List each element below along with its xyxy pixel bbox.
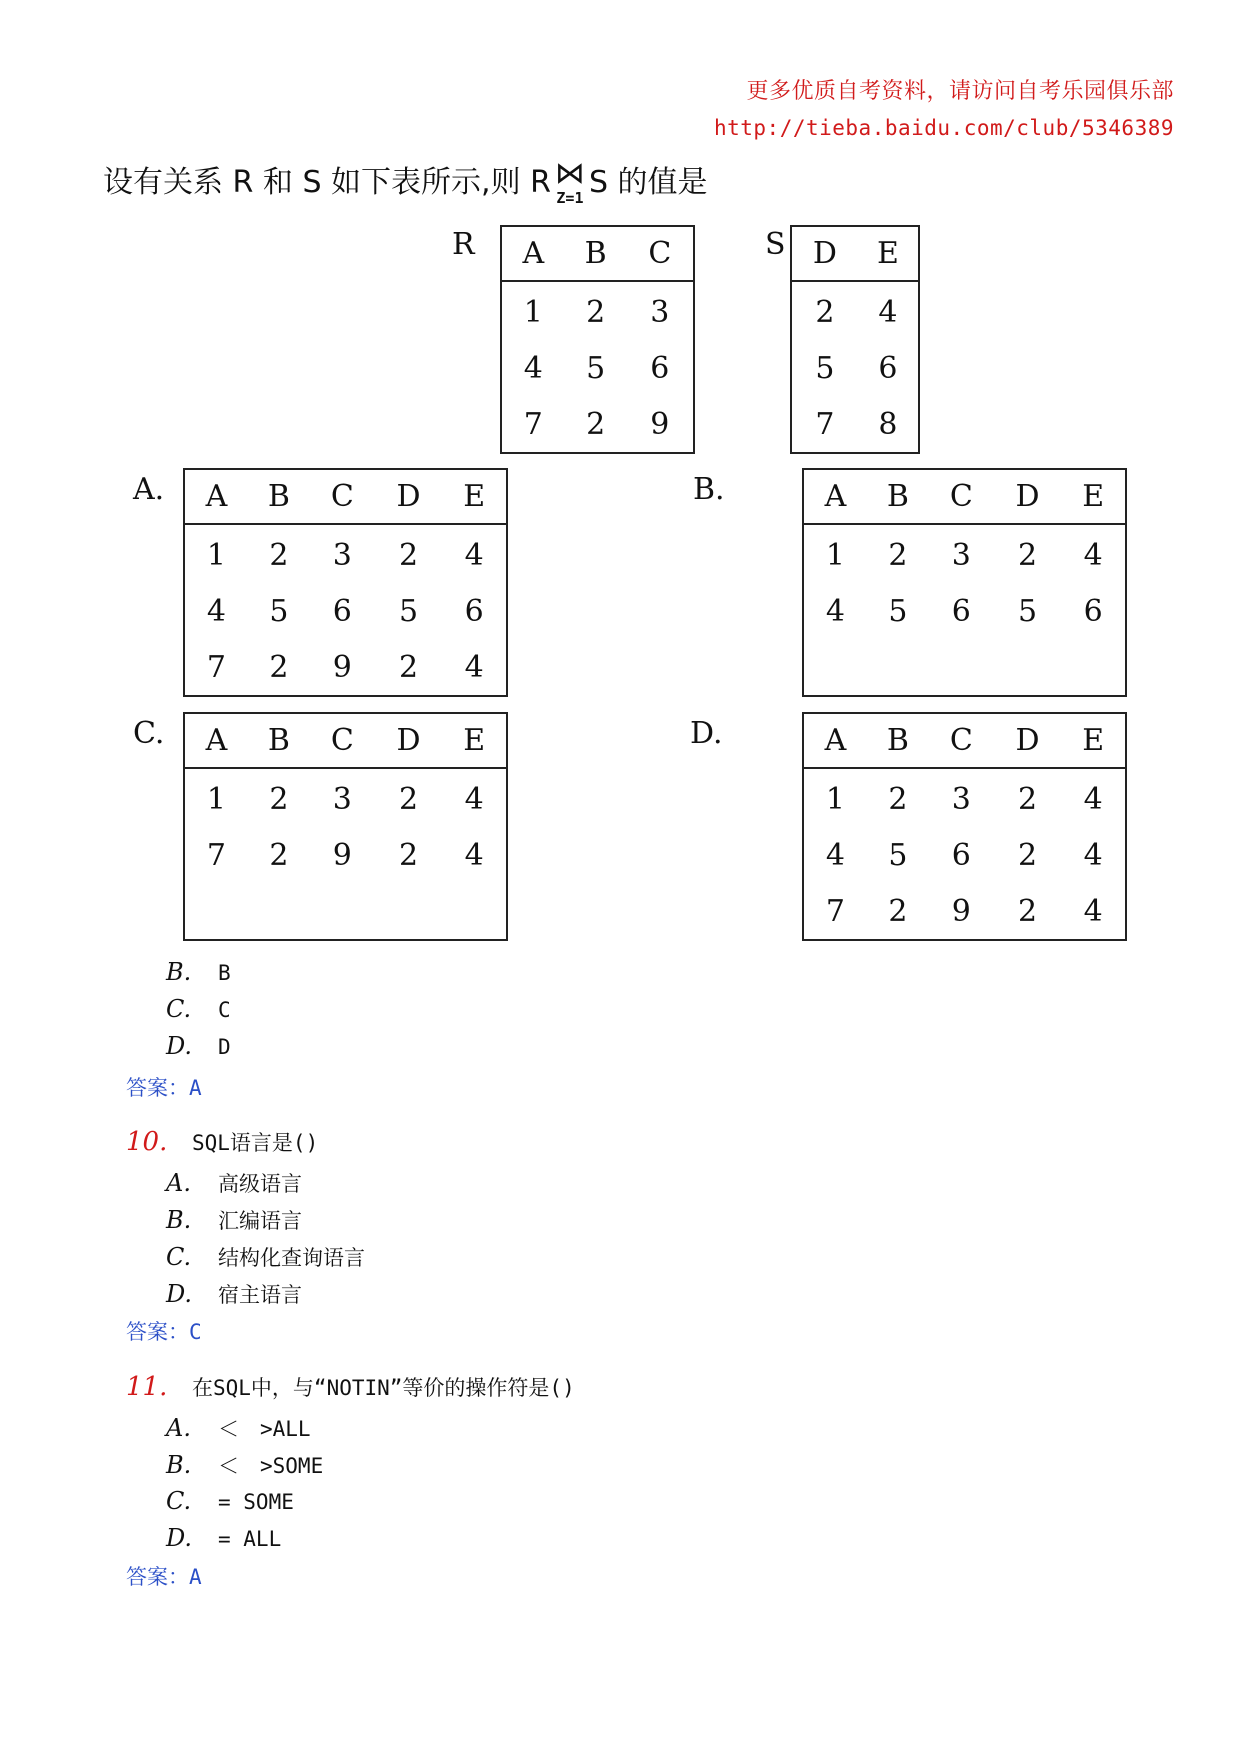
table-cell: 3 [951,781,971,817]
table-cell: 9 [951,893,971,929]
table-header-cell: A [803,713,867,768]
q10-option-c[interactable] [166,1242,365,1272]
option-text: 宿主语言 [218,1283,302,1307]
option-letter: B. [166,1206,192,1234]
table-cell: 6 [464,593,484,629]
table-cell: 4 [825,593,845,629]
choice-d-table [802,712,1127,941]
choice-a-table [183,468,508,697]
table-header-cell: D [994,713,1062,768]
table-header-cell: B [867,713,929,768]
table-row [803,883,1126,940]
table-cell: 4 [464,837,484,873]
table-cell [442,883,507,940]
q11-option-a[interactable] [166,1413,311,1443]
option-text: B [218,961,231,985]
question-number: 10. [126,1127,168,1157]
question-number: 11. [126,1372,168,1402]
table-cell: 2 [888,781,908,817]
table-cell: 2 [1018,837,1038,873]
table-cell: 2 [399,837,419,873]
table-cell: 2 [888,893,908,929]
q10-answer: 答案：C [126,1320,202,1344]
table-cell [803,639,867,696]
table-header-cell: D [994,469,1062,524]
option-letter: C. [166,995,192,1023]
table-cell: 8 [878,406,898,442]
table-cell: 2 [269,537,289,573]
q10-option-d[interactable] [166,1279,302,1309]
table-header-cell: A [501,226,565,281]
table-header-cell: E [858,226,919,281]
table-cell: 5 [815,350,835,386]
table-row [184,524,507,583]
table-header-cell: E [1061,713,1126,768]
table-cell [1061,639,1126,696]
table-row [791,281,919,340]
table-cell: 4 [825,837,845,873]
table-cell [310,883,375,940]
table-cell: 2 [1018,537,1038,573]
table-cell: 7 [206,837,226,873]
option-letter: D. [166,1032,193,1060]
relation-r-label: R [452,227,475,262]
table-cell: 6 [1083,593,1103,629]
table-row [803,827,1126,883]
table-header-cell: E [442,469,507,524]
table-row [184,768,507,827]
table-cell [867,639,929,696]
table-row [803,639,1126,696]
natural-join-operator [555,157,585,207]
join-condition: Z=1 [556,189,584,207]
option-letter: B. [166,958,192,986]
q10-stem [126,1127,318,1157]
table-row [791,340,919,396]
q9-option-b[interactable] [166,958,231,986]
promo-header-url: http://tieba.baidu.com/club/5346389 [713,116,1174,140]
q11-option-c[interactable] [166,1487,294,1515]
option-text: C [218,998,231,1022]
table-cell: 6 [332,593,352,629]
option-letter: C. [166,1243,192,1271]
table-cell: 5 [586,350,606,386]
table-cell: 4 [464,537,484,573]
table-cell: 2 [1018,893,1038,929]
table-header-cell: A [184,469,248,524]
table-cell: 2 [586,406,606,442]
table-row [184,827,507,883]
table-cell: 5 [888,837,908,873]
table-cell: 3 [951,537,971,573]
table-header-cell: B [248,713,310,768]
promo-header-line1: 更多优质自考资料，请访问自考乐园俱乐部 [746,79,1174,104]
table-row [184,883,507,940]
q9-stem-text-after: S 的值是 [588,165,708,200]
table-cell: 5 [1018,593,1038,629]
option-text: = SOME [218,1490,294,1514]
table-row [803,583,1126,639]
table-cell: 2 [888,537,908,573]
table-cell: 2 [399,649,419,685]
option-text: ＜ >ALL [218,1417,311,1441]
table-cell: 1 [825,781,845,817]
table-row [501,340,694,396]
option-text: D [218,1035,231,1059]
table-cell: 2 [269,649,289,685]
table-cell: 4 [1083,537,1103,573]
table-row [803,524,1126,583]
option-text: 高级语言 [218,1172,302,1196]
table-cell: 4 [464,649,484,685]
choice-c-table [183,712,508,941]
table-cell: 4 [878,294,898,330]
table-cell: 7 [206,649,226,685]
bowtie-icon: ⋈ [554,156,585,191]
table-cell: 3 [332,781,352,817]
table-cell: 2 [269,781,289,817]
q9-stem-text-before: 设有关系 R 和 S 如下表所示,则 R [103,165,551,200]
table-cell: 9 [650,406,670,442]
choice-b-table [802,468,1127,697]
table-cell: 4 [1083,781,1103,817]
table-cell: 4 [1083,893,1103,929]
table-cell: 5 [269,593,289,629]
table-header-cell: C [627,226,694,281]
table-cell: 1 [825,537,845,573]
table-header-cell: C [929,469,994,524]
q11-option-d[interactable] [166,1524,281,1552]
q9-stem [103,157,708,207]
table-cell: 5 [888,593,908,629]
table-cell: 3 [650,294,670,330]
table-cell: 5 [399,593,419,629]
table-header-cell: C [310,713,375,768]
table-header-cell: D [375,469,443,524]
q11-option-b[interactable] [166,1450,323,1480]
table-cell: 4 [1083,837,1103,873]
question-text: SQL语言是() [192,1131,319,1155]
table-cell: 2 [815,294,835,330]
table-header-cell: E [1061,469,1126,524]
q9-answer: 答案：A [126,1076,202,1100]
table-row [501,281,694,340]
table-header-cell: C [310,469,375,524]
table-cell: 2 [1018,781,1038,817]
table-cell: 4 [206,593,226,629]
table-cell: 3 [332,537,352,573]
option-letter: C. [166,1487,192,1515]
table-row [184,639,507,696]
relation-r-table [500,225,695,454]
table-header-cell: D [791,226,858,281]
table-row [501,396,694,453]
table-header-cell: B [248,469,310,524]
q11-answer: 答案：A [126,1565,202,1589]
question-text: 在SQL中，与“NOTIN”等价的操作符是() [192,1376,575,1400]
table-cell [184,883,248,940]
table-header-cell: C [929,713,994,768]
table-cell: 6 [951,837,971,873]
table-cell: 4 [464,781,484,817]
relation-s-table [790,225,920,454]
table-cell: 1 [206,537,226,573]
choice-b-label: B. [693,472,725,507]
table-cell: 6 [650,350,670,386]
table-cell [248,883,310,940]
q10-option-b[interactable] [166,1205,302,1235]
table-cell: 9 [332,649,352,685]
option-letter: D. [166,1280,193,1308]
choice-a-label: A. [133,472,165,507]
table-cell [994,639,1062,696]
table-header-cell: B [867,469,929,524]
table-cell: 2 [399,537,419,573]
table-cell: 9 [332,837,352,873]
option-text: ＜ >SOME [218,1454,324,1478]
option-text: 结构化查询语言 [218,1246,365,1270]
table-row [803,768,1126,827]
table-cell: 1 [523,294,543,330]
table-cell: 4 [523,350,543,386]
table-cell: 7 [815,406,835,442]
choice-c-label: C. [133,716,165,751]
option-text: 汇编语言 [218,1209,302,1233]
table-cell: 6 [951,593,971,629]
table-cell: 2 [269,837,289,873]
table-row [184,583,507,639]
table-cell [929,639,994,696]
q9-option-d[interactable] [166,1032,231,1060]
table-header-cell: A [803,469,867,524]
option-letter: A. [166,1414,191,1442]
table-header-cell: E [442,713,507,768]
option-text: = ALL [218,1527,282,1551]
table-header-cell: B [565,226,627,281]
table-cell: 2 [399,781,419,817]
table-cell [375,883,443,940]
table-cell: 6 [878,350,898,386]
table-cell: 1 [206,781,226,817]
table-header-cell: A [184,713,248,768]
q9-option-c[interactable] [166,995,231,1023]
table-cell: 2 [586,294,606,330]
table-cell: 7 [825,893,845,929]
option-letter: D. [166,1524,193,1552]
q10-option-a[interactable] [166,1168,302,1198]
relation-s-label: S [765,227,786,262]
q11-stem [126,1372,575,1402]
table-row [791,396,919,453]
table-header-cell: D [375,713,443,768]
option-letter: B. [166,1451,192,1479]
choice-d-label: D. [690,716,723,751]
option-letter: A. [166,1169,191,1197]
table-cell: 7 [523,406,543,442]
